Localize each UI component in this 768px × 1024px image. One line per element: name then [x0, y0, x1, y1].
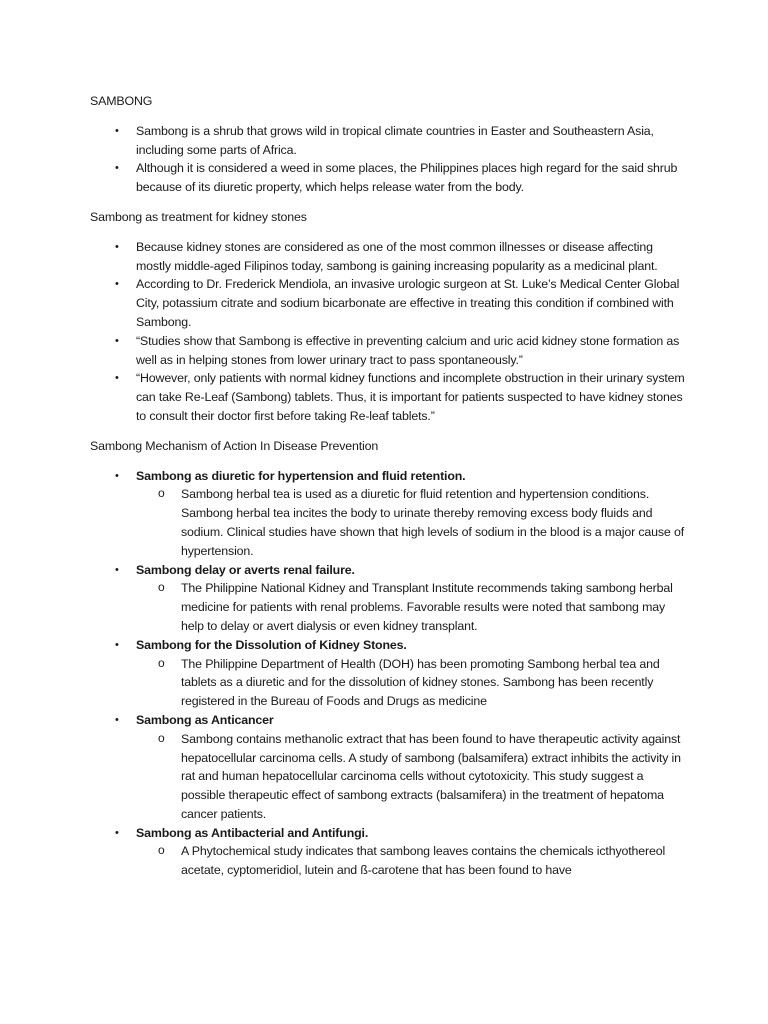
bullet-text: According to Dr. Frederick Mendiola, an invasive urologic surgeon at St. Luke’s Medical Center Global City, potassium citrate and sodium bicarbonate are effective in treating this condition if combined with Sambong.	[136, 277, 680, 329]
bullet-marker: •	[115, 278, 119, 291]
sub-bullet-marker: o	[158, 730, 165, 745]
list-item	[90, 332, 690, 370]
bullet-marker: •	[115, 563, 119, 576]
list-item	[90, 467, 690, 561]
list-item	[90, 275, 690, 331]
sub-list-item	[136, 730, 690, 824]
mechanism-bullet-list	[90, 467, 690, 881]
bullet-marker: •	[115, 638, 119, 651]
list-item	[90, 159, 690, 197]
document-title: SAMBONG	[90, 94, 153, 108]
sub-bullet-marker: o	[158, 486, 165, 501]
list-item	[90, 561, 690, 636]
mechanism-detail: Sambong herbal tea is used as a diuretic for fluid retention and hypertension conditions. Sambong herbal tea incites the body to urinate thereby removing excess body fluids and sodium. Clinical studies have shown that high levels of sodium in the blood is a major cause of hypertension.	[181, 487, 684, 558]
bullet-text: Although it is considered a weed in some places, the Philippines places high regard for the said shrub because of its diuretic property, which helps release water from the body.	[136, 161, 678, 195]
sub-bullet-list	[136, 485, 690, 560]
sub-bullet-marker: o	[158, 580, 165, 595]
list-item	[90, 369, 690, 425]
bullet-marker: •	[115, 240, 119, 253]
section-heading-mechanism: Sambong Mechanism of Action In Disease Prevention	[90, 438, 379, 453]
section-heading-kidney-stones: Sambong as treatment for kidney stones	[90, 209, 307, 224]
sub-bullet-marker: o	[158, 655, 165, 670]
mechanism-detail: The Philippine Department of Health (DOH) has been promoting Sambong herbal tea and tablets as a diuretic and for the dissolution of kidney stones. Sambong has been recently registered in the Bureau of Foods and Drugs as medicine	[181, 656, 660, 709]
kidney-stones-bullet-list	[90, 238, 690, 426]
list-item	[90, 122, 690, 160]
sub-list-item	[136, 579, 690, 635]
sub-bullet-list	[136, 579, 690, 635]
mechanism-detail: A Phytochemical study indicates that sambong leaves contains the chemicals icthyothereol acetate, cyptomeridiol, lutein and ß-carotene that has been found to have	[181, 844, 666, 878]
sub-bullet-list	[136, 842, 690, 880]
mechanism-title: Sambong as diuretic for hypertension and fluid retention.	[136, 468, 466, 483]
list-item	[90, 711, 690, 824]
bullet-marker: •	[115, 372, 119, 385]
sub-bullet-marker: o	[158, 843, 165, 858]
bullet-marker: •	[115, 124, 119, 137]
sub-bullet-list	[136, 655, 690, 711]
sub-list-item	[136, 655, 690, 711]
bullet-marker: •	[115, 162, 119, 175]
bullet-text: Sambong is a shrub that grows wild in tropical climate countries in Easter and Southeastern Asia, including some parts of Africa.	[136, 123, 654, 157]
bullet-text: Because kidney stones are considered as one of the most common illnesses or disease affecting mostly middle-aged Filipinos today, sambong is gaining increasing popularity as a medicinal plant.	[136, 239, 658, 273]
sub-list-item	[136, 842, 690, 880]
sub-list-item	[136, 485, 690, 560]
list-item	[90, 636, 690, 711]
mechanism-title: Sambong for the Dissolution of Kidney Stones.	[136, 637, 407, 652]
mechanism-detail: The Philippine National Kidney and Transplant Institute recommends taking sambong herbal medicine for patients with renal problems. Favorable results were noted that sambong may help to delay or avert dialysis or even kidney transplant.	[181, 581, 673, 633]
bullet-marker: •	[115, 826, 119, 839]
bullet-marker: •	[115, 334, 119, 347]
mechanism-title: Sambong delay or averts renal failure.	[136, 562, 355, 577]
list-item	[90, 824, 690, 880]
bullet-text: “However, only patients with normal kidney functions and incomplete obstruction in their urinary system can take Re-Leaf (Sambong) tablets. Thus, it is important for patients suspected to have kidney stones to consult their doctor first before taking Re-leaf tablets.”	[136, 371, 685, 423]
intro-bullet-list	[90, 122, 690, 197]
mechanism-title: Sambong as Anticancer	[136, 712, 274, 727]
mechanism-detail: Sambong contains methanolic extract that has been found to have therapeutic activity against hepatocellular carcinoma cells. A study of sambong (balsamifera) extract inhibits the activity in rat and human hepatocellular carcinoma cells without cytotoxicity. This study suggest a possible therapeutic effect of sambong extracts (balsamifera) in the treatment of hepatoma cancer patients.	[181, 731, 681, 821]
bullet-marker: •	[115, 713, 119, 726]
mechanism-title: Sambong as Antibacterial and Antifungi.	[136, 825, 369, 840]
sub-bullet-list	[136, 730, 690, 824]
bullet-text: “Studies show that Sambong is effective in preventing calcium and uric acid kidney stone formation as well as in helping stones from lower urinary tract to pass spontaneously.”	[136, 333, 680, 367]
bullet-marker: •	[115, 469, 119, 482]
document-content	[90, 92, 690, 891]
list-item	[90, 238, 690, 276]
